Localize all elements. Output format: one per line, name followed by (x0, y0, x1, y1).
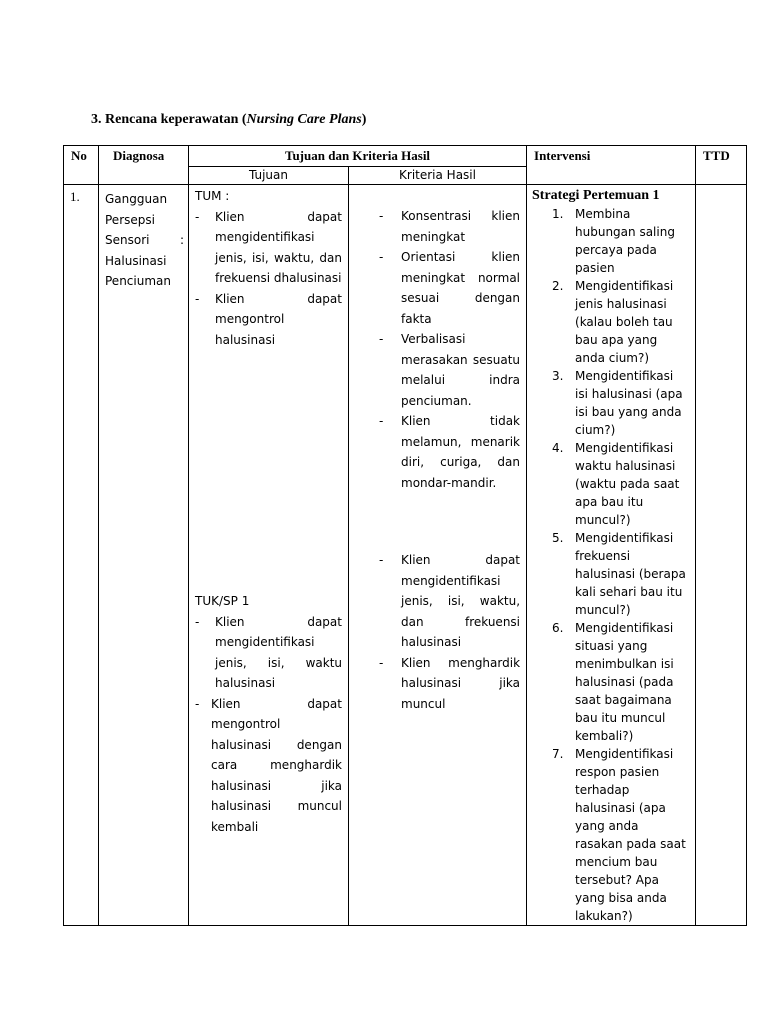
intervensi-step (532, 277, 689, 367)
tuk-block (189, 591, 348, 837)
step-number: 5. (552, 531, 564, 545)
tum-item: - Klien dapat mengidentifikasi jenis, isi, waktu, dan frekuensi dhalusinasi (189, 207, 348, 289)
intervensi-step (532, 367, 689, 439)
cell-no (64, 185, 99, 926)
intervensi-step (532, 619, 689, 745)
diagnosa-line (105, 210, 184, 231)
step-number: 3. (552, 369, 564, 383)
cell-tujuan (189, 185, 349, 926)
kriteria-item: - Klien dapat mengidentifikasi jenis, isi, waktu, dan frekuensi halusinasi (349, 550, 526, 653)
diagnosa-line (105, 251, 184, 272)
cell-diagnosa (99, 185, 189, 926)
header-no: No (64, 146, 99, 185)
heading-prefix: 3. Rencana keperawatan ( (91, 112, 247, 127)
tum-label: TUM : (195, 189, 230, 203)
diagnosa-word: Sensori (105, 233, 150, 247)
kriteria-item: - Orientasi klien meningkat normal sesuai dengan fakta (349, 247, 526, 329)
diagnosa-word: Persepsi (105, 212, 155, 227)
care-plan-table (63, 145, 747, 926)
kriteria-item: - Klien tidak melamun, menarik diri, curiga, dan mondar-mandir. (349, 411, 526, 493)
header-row (64, 146, 747, 167)
step-text: Mengidentifikasi respon pasien terhadap halusinasi (apa yang anda rasakan pada saat mencium bau tersebut? Apa yang bisa anda lakukan?) (575, 747, 686, 923)
diagnosa-line (105, 271, 184, 292)
kriteria-list-2 (349, 550, 526, 714)
tum-block (189, 186, 348, 350)
tum-item: - Klien dapat mengontrol halusinasi (189, 289, 348, 351)
kriteria-block-2 (349, 550, 526, 714)
intervensi-step (532, 439, 689, 529)
intervensi-step (532, 529, 689, 619)
step-text: Mengidentifikasi frekuensi halusinasi (berapa kali sehari bau itu muncul?) (575, 531, 686, 617)
kriteria-item: - Klien menghardik halusinasi jika muncul (349, 653, 526, 715)
step-text: Mengidentifikasi jenis halusinasi (kalau boleh tau bau apa yang anda cium?) (575, 279, 674, 365)
cell-kriteria (349, 185, 527, 926)
tuk-label: TUK/SP 1 (195, 594, 250, 608)
step-number: 1. (552, 207, 564, 221)
heading-italic: Nursing Care Plans (246, 112, 362, 127)
step-number: 2. (552, 279, 564, 293)
kriteria-item: - Konsentrasi klien meningkat (349, 206, 526, 247)
diagnosa-word: Penciuman (105, 274, 171, 288)
tuk-item: - Klien dapat mengidentifikasi jenis, isi, waktu halusinasi (189, 612, 348, 694)
kriteria-block-1 (349, 206, 526, 493)
intervensi-step (532, 205, 689, 277)
tum-list (189, 207, 348, 351)
diagnosa-line (105, 230, 184, 251)
kriteria-list-1 (349, 206, 526, 493)
diagnosa-line (105, 189, 184, 210)
diagnosa-text (99, 185, 188, 292)
step-text: Mengidentifikasi situasi yang menimbulkan isi halusinasi (pada saat bagaimana bau itu muncul kembali?) (575, 621, 674, 743)
step-text: Mengidentifikasi waktu halusinasi (waktu pada saat apa bau itu muncul?) (575, 441, 680, 527)
intervensi-block (527, 185, 695, 925)
step-text: Mengidentifikasi isi halusinasi (apa isi bau yang anda cium?) (575, 369, 683, 437)
header-tujuan-kriteria: Tujuan dan Kriteria Hasil (189, 146, 527, 167)
step-text: Membina hubungan saling percaya pada pasien (575, 207, 675, 275)
section-heading (91, 112, 366, 128)
step-number: 6. (552, 621, 564, 635)
header-intervensi: Intervensi (527, 146, 696, 185)
tuk-list (189, 612, 348, 838)
intervensi-step (532, 745, 689, 925)
header-diagnosa: Diagnosa (99, 146, 189, 185)
table-row (64, 185, 747, 926)
intervensi-steps (532, 205, 689, 925)
header-ttd: TTD (696, 146, 747, 185)
cell-intervensi (527, 185, 696, 926)
diagnosa-punct: : (179, 233, 184, 247)
tuk-item: - Klien dapat mengontrol halusinasi dengan cara menghardik halusinasi jika halusinasi muncul kembali (189, 694, 348, 838)
row-number: 1. (70, 189, 80, 204)
cell-ttd (696, 185, 747, 926)
subheader-tujuan: Tujuan (189, 167, 349, 185)
step-number: 7. (552, 747, 564, 761)
diagnosa-word: Halusinasi (105, 253, 167, 268)
subheader-kriteria: Kriteria Hasil (349, 167, 527, 185)
heading-suffix: ) (361, 112, 367, 127)
step-number: 4. (552, 441, 564, 455)
diagnosa-word: Gangguan (105, 192, 168, 206)
strategi-title: Strategi Pertemuan 1 (532, 188, 660, 203)
kriteria-item: - Verbalisasi merasakan sesuatu melalui indra penciuman. (349, 329, 526, 411)
